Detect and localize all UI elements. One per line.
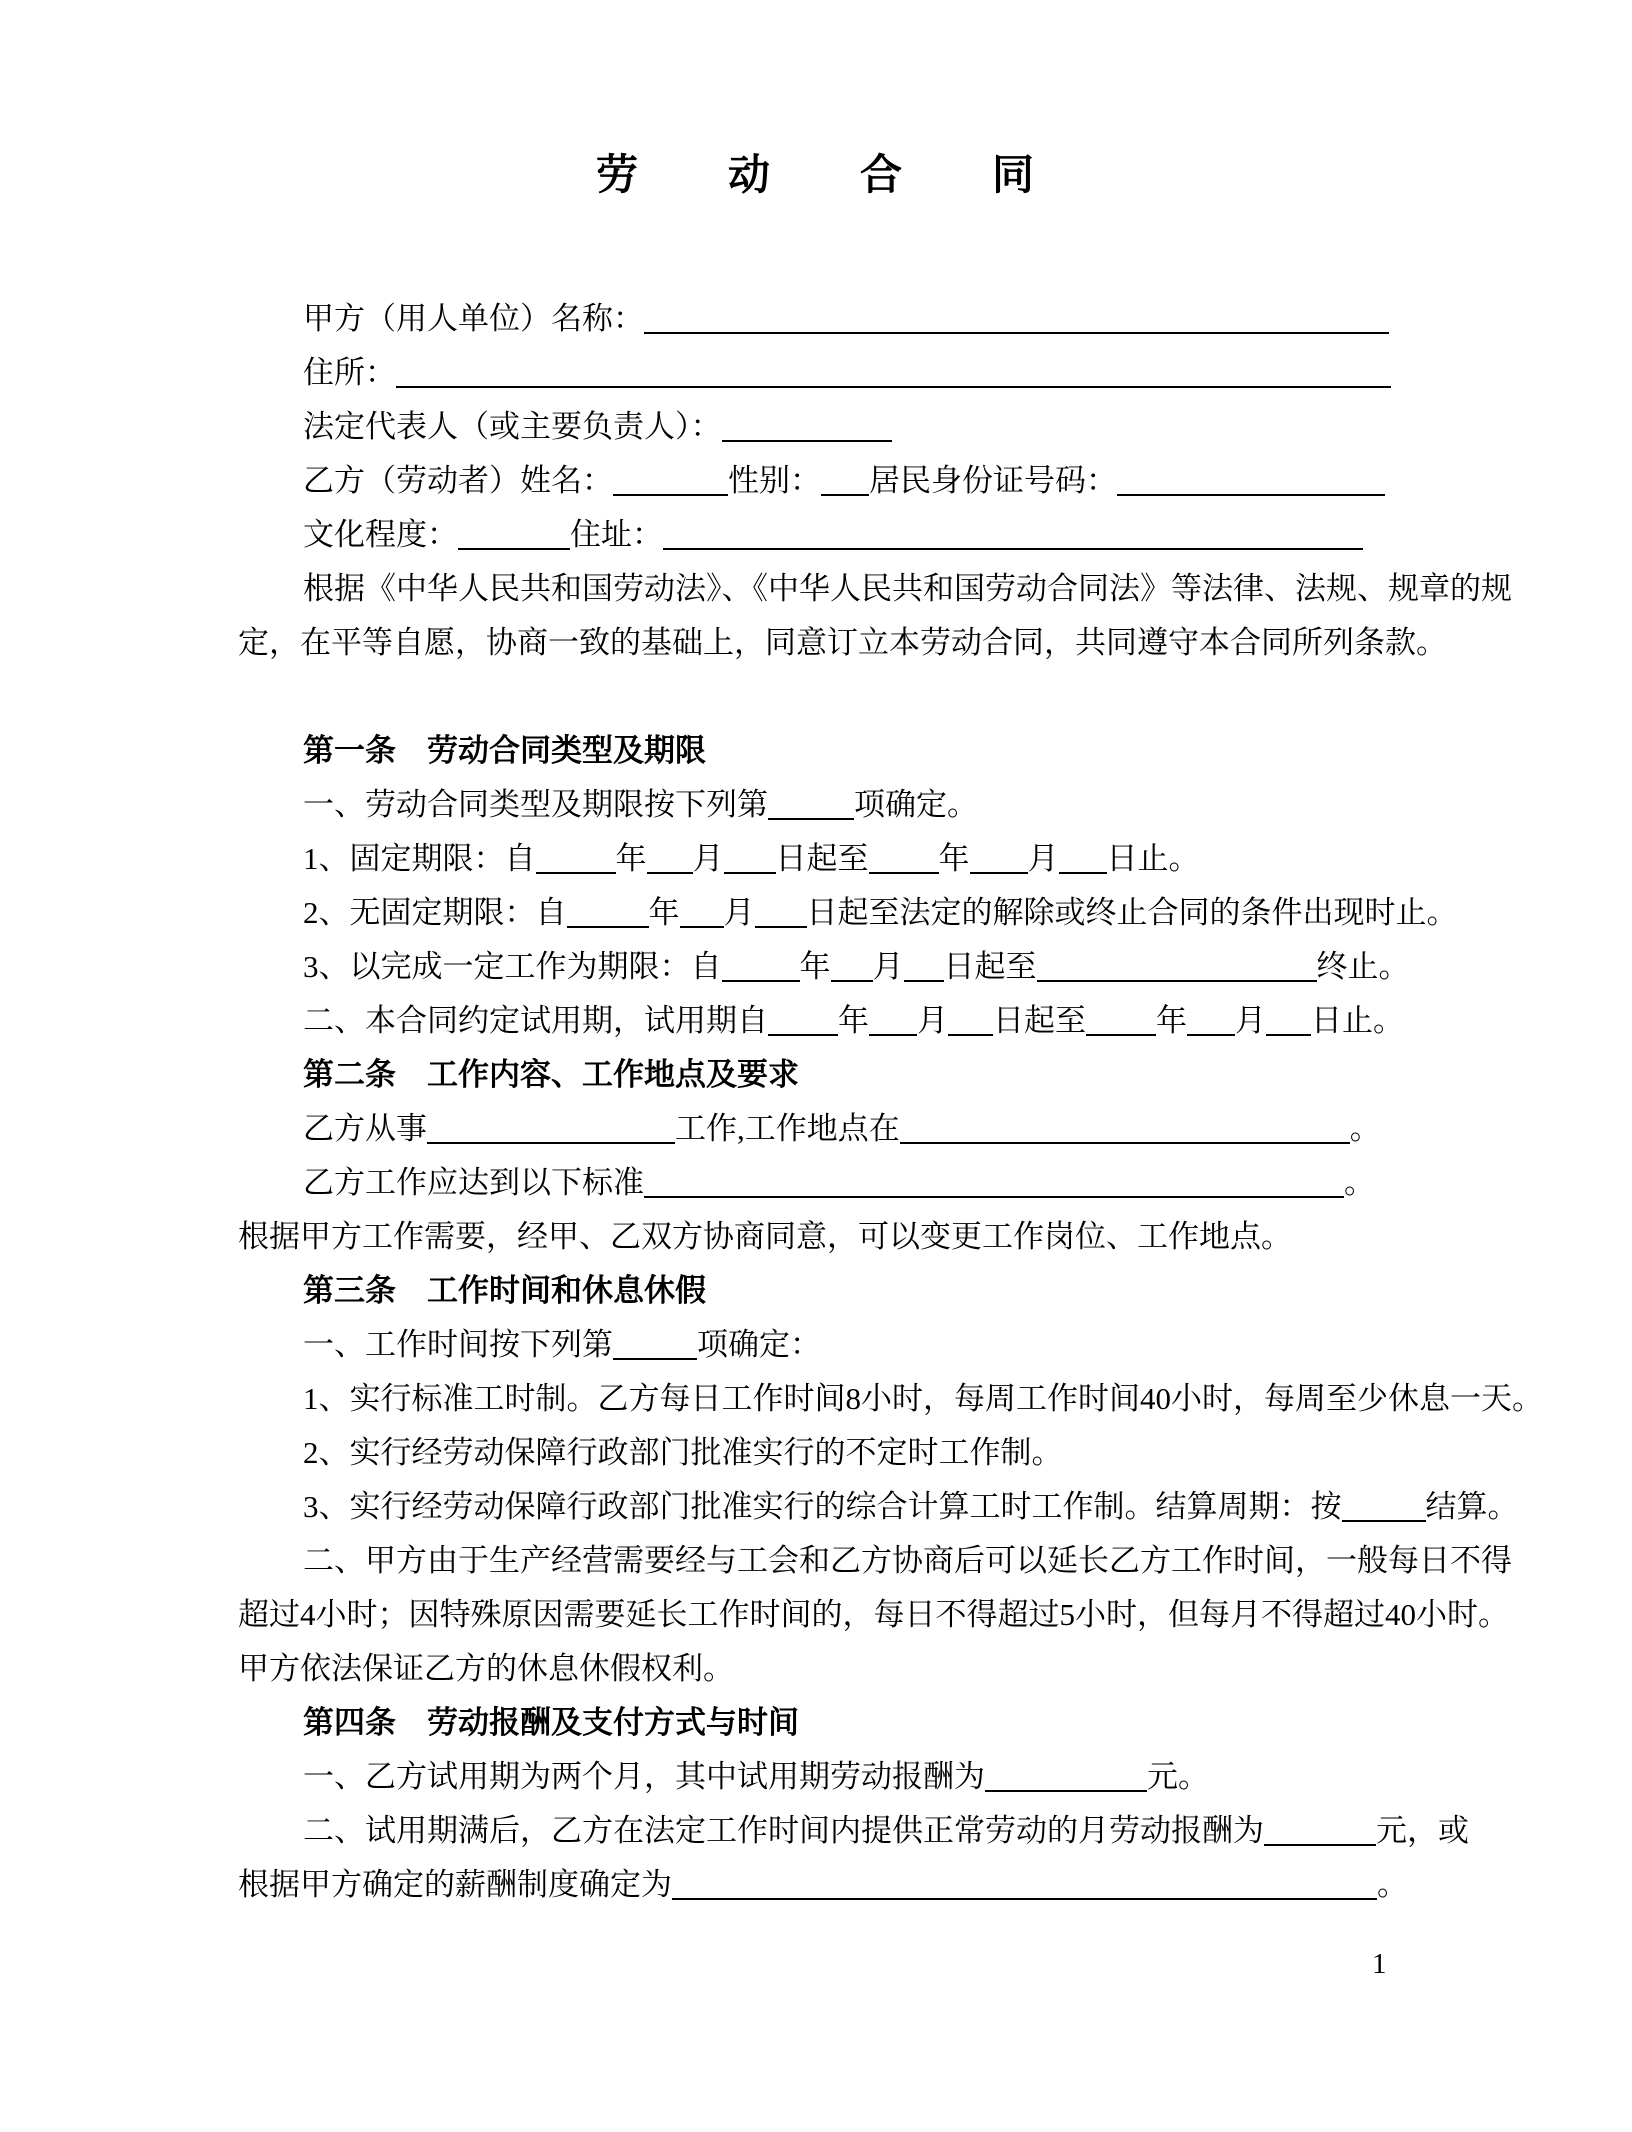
- text-segment: 日止。: [1311, 1003, 1404, 1038]
- text-segment: 1、固定期限：自: [303, 841, 536, 876]
- text-segment: 根据甲方工作需要，经甲、乙双方协商同意，可以变更工作岗位、工作地点。: [238, 1219, 1292, 1254]
- text-segment: 结算。: [1425, 1489, 1519, 1524]
- text-segment: 超过4小时；因特殊原因需要延长工作时间的，每日不得超过5小时，但每月不得超过40小时。: [238, 1597, 1509, 1632]
- text-segment: 项确定：: [697, 1327, 821, 1362]
- text-segment: 日起至: [993, 1003, 1086, 1038]
- text-segment: 住址：: [570, 517, 663, 552]
- article-3-clause-2-line-1: [238, 1534, 1632, 1588]
- article-3-item-2: [238, 1426, 1632, 1480]
- document-body: [238, 292, 1632, 1912]
- blank-fill-in-field[interactable]: [869, 1028, 917, 1036]
- article-1-item-3: [238, 940, 1632, 994]
- text-segment: 日起至法定的解除或终止合同的条件出现时止。: [806, 895, 1458, 930]
- text-segment: 一、工作时间按下列第: [303, 1327, 613, 1362]
- article-4-clause-2-line-2: [238, 1858, 1632, 1912]
- text-segment: 第二条 工作内容、工作地点及要求: [303, 1057, 799, 1092]
- text-segment: 第三条 工作时间和休息休假: [303, 1273, 706, 1308]
- blank-fill-in-field[interactable]: [724, 866, 776, 874]
- text-segment: 年: [615, 841, 647, 876]
- text-segment: 定，在平等自愿，协商一致的基础上，同意订立本劳动合同，共同遵守本合同所列条款。: [238, 625, 1447, 660]
- blank-fill-in-field[interactable]: [644, 326, 1389, 334]
- text-segment: 根据甲方确定的薪酬制度确定为: [238, 1867, 672, 1902]
- blank-fill-in-field[interactable]: [644, 1190, 1344, 1198]
- article-2-heading: [238, 1048, 1632, 1102]
- text-segment: 二、本合同约定试用期，试用期自: [303, 1003, 768, 1038]
- article-1-item-2: [238, 886, 1632, 940]
- education-address-line: [238, 508, 1632, 562]
- text-segment: 居民身份证号码：: [869, 463, 1117, 498]
- blank-fill-in-field[interactable]: [1187, 1028, 1235, 1036]
- text-segment: 乙方（劳动者）姓名：: [303, 463, 613, 498]
- text-segment: 一、劳动合同类型及期限按下列第: [303, 787, 768, 822]
- blank-fill-in-field[interactable]: [768, 812, 854, 820]
- text-segment: 日起至: [943, 949, 1037, 984]
- blank-fill-in-field[interactable]: [1264, 1838, 1376, 1846]
- blank-fill-in-field[interactable]: [821, 488, 869, 496]
- text-segment: 3、以完成一定工作为期限：自: [303, 949, 722, 984]
- blank-fill-in-field[interactable]: [768, 1028, 838, 1036]
- text-segment: 日起至: [775, 841, 869, 876]
- article-3-item-3: [238, 1480, 1632, 1534]
- text-segment: 文化程度：: [303, 517, 458, 552]
- text-segment: 甲方依法保证乙方的休息休假权利。: [238, 1651, 734, 1686]
- blank-fill-in-field[interactable]: [613, 1352, 697, 1360]
- blank-fill-in-field[interactable]: [755, 920, 807, 928]
- preamble-line-1: [238, 562, 1632, 616]
- preamble-line-2: [238, 616, 1632, 670]
- text-segment: 项确定。: [854, 787, 978, 822]
- text-segment: 第一条 劳动合同类型及期限: [303, 733, 706, 768]
- text-segment: 元，或: [1376, 1813, 1469, 1848]
- article-2-clause-2: [238, 1156, 1632, 1210]
- blank-fill-in-field[interactable]: [536, 866, 616, 874]
- text-segment: 月: [1027, 841, 1059, 876]
- text-segment: 二、试用期满后，乙方在法定工作时间内提供正常劳动的月劳动报酬为: [303, 1813, 1264, 1848]
- text-segment: 乙方工作应达到以下标准: [303, 1165, 644, 1200]
- text-segment: 月: [872, 949, 904, 984]
- article-4-clause-1: [238, 1750, 1632, 1804]
- text-segment: 。: [1377, 1867, 1408, 1902]
- blank-fill-in-field[interactable]: [904, 974, 944, 982]
- article-1-clause-1: [238, 778, 1632, 832]
- text-segment: 住所：: [303, 355, 396, 390]
- blank-fill-in-field[interactable]: [427, 1136, 675, 1144]
- blank-fill-in-field[interactable]: [831, 974, 873, 982]
- page-number: 1: [1372, 1948, 1387, 1980]
- text-segment: 年: [799, 949, 831, 984]
- blank-fill-in-field[interactable]: [722, 434, 892, 442]
- article-2-clause-1: [238, 1102, 1632, 1156]
- text-segment: 。: [1344, 1165, 1375, 1200]
- document-title: 劳 动 合 同: [595, 153, 1036, 199]
- article-1-item-1: [238, 832, 1632, 886]
- blank-fill-in-field[interactable]: [722, 974, 800, 982]
- blank-fill-in-field[interactable]: [869, 866, 939, 874]
- blank-fill-in-field[interactable]: [900, 1136, 1350, 1144]
- text-segment: 工作,工作地点在: [675, 1111, 900, 1146]
- text-segment: 2、无固定期限：自: [303, 895, 567, 930]
- text-segment: 1、实行标准工时制。乙方每日工作时间8小时，每周工作时间40小时，每周至少休息一天。: [303, 1381, 1543, 1416]
- text-segment: 终止。: [1316, 949, 1410, 984]
- text-segment: 法定代表人（或主要负责人）：: [303, 409, 722, 444]
- blank-fill-in-field[interactable]: [458, 542, 570, 550]
- text-segment: 第四条 劳动报酬及支付方式与时间: [303, 1705, 799, 1740]
- text-segment: 月: [1235, 1003, 1266, 1038]
- blank-spacer-line: [238, 670, 1632, 724]
- text-segment: 乙方从事: [303, 1111, 427, 1146]
- text-segment: 性别：: [728, 463, 821, 498]
- article-3-clause-2-line-2: [238, 1588, 1632, 1642]
- blank-fill-in-field[interactable]: [948, 1028, 993, 1036]
- blank-fill-in-field[interactable]: [680, 920, 724, 928]
- blank-fill-in-field[interactable]: [396, 380, 1391, 388]
- legal-representative-line: [238, 400, 1632, 454]
- article-3-heading: [238, 1264, 1632, 1318]
- blank-fill-in-field[interactable]: [1086, 1028, 1156, 1036]
- text-segment: 元。: [1147, 1759, 1209, 1794]
- article-3-item-1: [238, 1372, 1632, 1426]
- text-segment: 根据《中华人民共和国劳动法》、《中华人民共和国劳动合同法》等法律、法规、规章的规: [303, 571, 1512, 606]
- text-segment: 月: [692, 841, 724, 876]
- blank-fill-in-field[interactable]: [1266, 1028, 1311, 1036]
- text-segment: 2、实行经劳动保障行政部门批准实行的不定时工作制。: [303, 1435, 1063, 1470]
- party-a-name-line: [238, 292, 1632, 346]
- party-a-address-line: [238, 346, 1632, 400]
- text-segment: 月: [917, 1003, 948, 1038]
- article-3-clause-2-line-3: [238, 1642, 1632, 1696]
- text-segment: 二、甲方由于生产经营需要经与工会和乙方协商后可以延长乙方工作时间，一般每日不得: [303, 1543, 1512, 1578]
- text-segment: 年: [938, 841, 970, 876]
- text-segment: 日止。: [1106, 841, 1200, 876]
- text-segment: 年: [1156, 1003, 1187, 1038]
- article-4-clause-2-line-1: [238, 1804, 1632, 1858]
- blank-fill-in-field[interactable]: [1059, 866, 1107, 874]
- blank-fill-in-field[interactable]: [672, 1892, 1377, 1900]
- text-segment: 。: [1349, 1111, 1381, 1146]
- blank-fill-in-field[interactable]: [567, 920, 649, 928]
- blank-fill-in-field[interactable]: [970, 866, 1028, 874]
- blank-fill-in-field[interactable]: [985, 1784, 1147, 1792]
- blank-fill-in-field[interactable]: [663, 542, 1363, 550]
- article-2-clause-3: [238, 1210, 1632, 1264]
- article-1-heading: [238, 724, 1632, 778]
- blank-fill-in-field[interactable]: [1342, 1514, 1426, 1522]
- text-segment: 月: [723, 895, 755, 930]
- party-b-info-line: [238, 454, 1632, 508]
- text-segment: 一、乙方试用期为两个月，其中试用期劳动报酬为: [303, 1759, 985, 1794]
- text-segment: 甲方（用人单位）名称：: [303, 301, 644, 336]
- blank-fill-in-field[interactable]: [647, 866, 693, 874]
- article-4-heading: [238, 1696, 1632, 1750]
- text-segment: 年: [648, 895, 680, 930]
- blank-fill-in-field[interactable]: [613, 488, 728, 496]
- text-segment: 3、实行经劳动保障行政部门批准实行的综合计算工时工作制。结算周期：按: [303, 1489, 1342, 1524]
- text-segment: 年: [838, 1003, 869, 1038]
- article-1-clause-2: [238, 994, 1632, 1048]
- blank-fill-in-field[interactable]: [1037, 974, 1317, 982]
- blank-fill-in-field[interactable]: [1117, 488, 1385, 496]
- article-3-clause-1: [238, 1318, 1632, 1372]
